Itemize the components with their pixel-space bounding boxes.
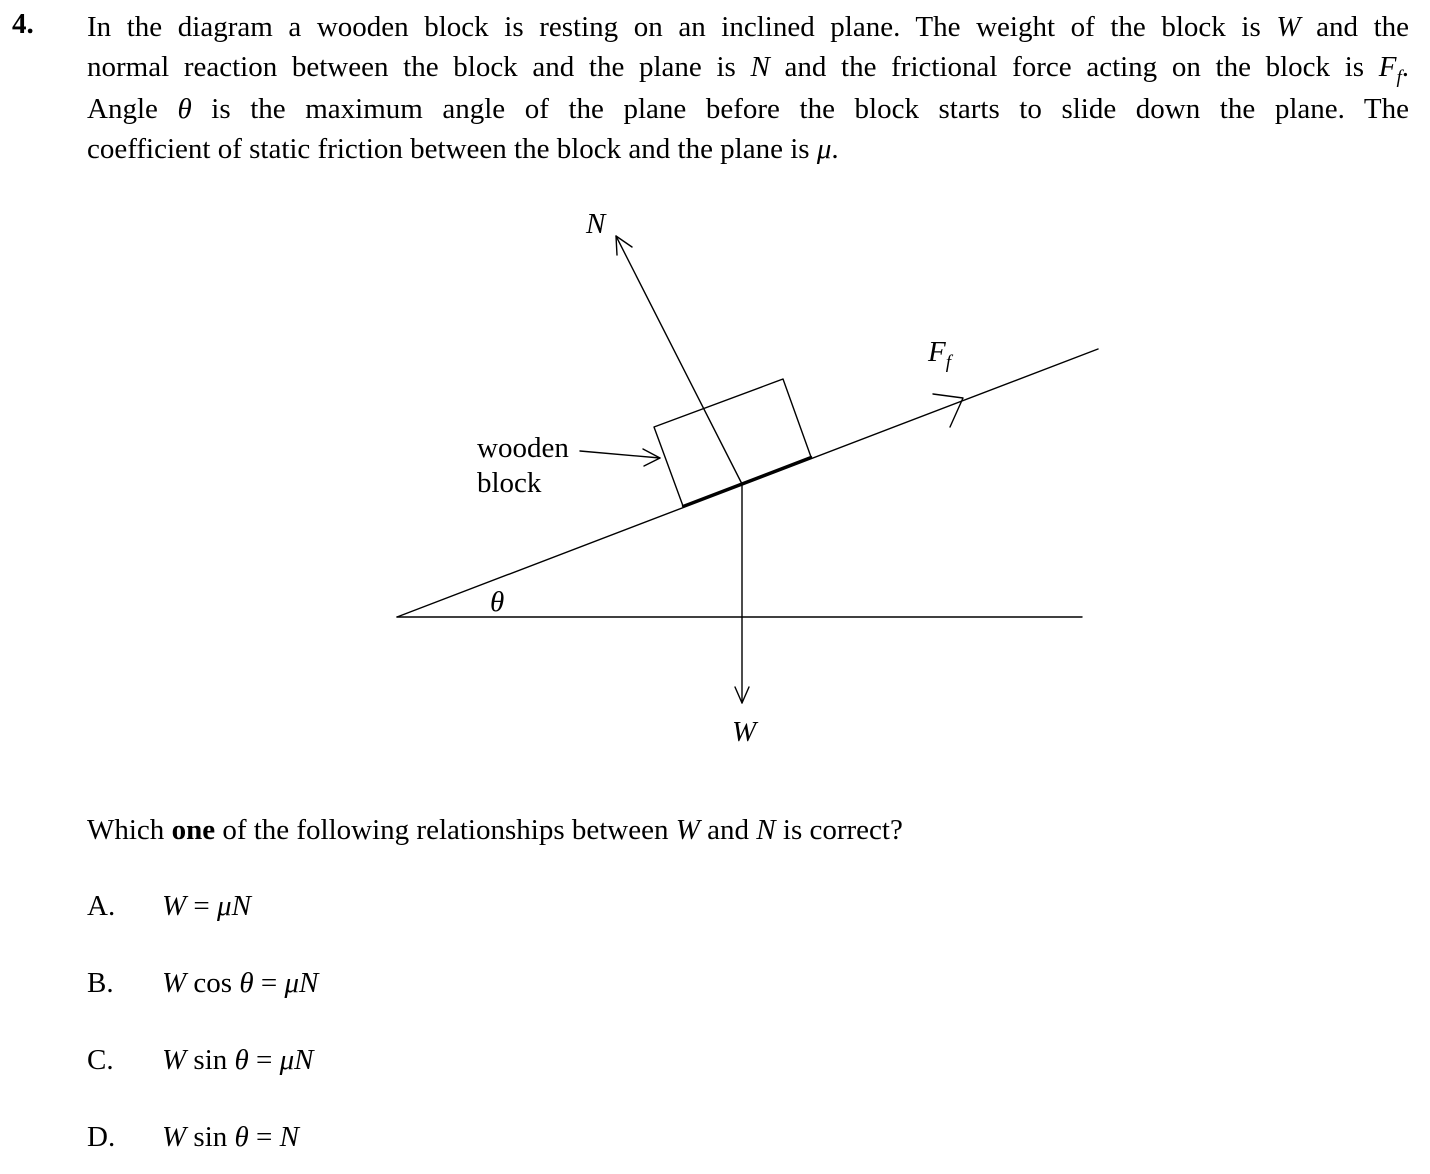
block-label-line2: block <box>477 467 542 499</box>
prompt-text: and <box>699 814 757 846</box>
math-symbol: θ <box>239 967 254 999</box>
option-letter: A. <box>87 890 116 922</box>
math-symbol: f <box>1396 66 1402 88</box>
prompt-variable-n: N <box>756 814 776 846</box>
prompt-variable-w: W <box>675 814 700 846</box>
math-symbol: W <box>162 967 187 999</box>
stem-line: Angle θ is the maximum angle of the plane before the block starts to slide down the plane. The <box>87 93 1410 125</box>
question-prompt <box>87 814 903 847</box>
option-expression: W = μN <box>162 890 251 922</box>
option-expression: W cos θ = μN <box>162 967 319 999</box>
normal-force-label: N <box>586 208 606 240</box>
friction-subscript: f <box>945 352 951 373</box>
math-symbol: W <box>1276 11 1301 43</box>
prompt-text: is correct? <box>775 814 903 846</box>
block-label-line1: wooden <box>477 432 569 464</box>
angle-theta-label: θ <box>490 586 505 618</box>
friction-force-label <box>928 336 951 373</box>
prompt-text: of the following relationships between <box>215 814 676 846</box>
option-expression: W sin θ = μN <box>162 1044 314 1076</box>
math-symbol: μN <box>284 967 319 999</box>
math-symbol: W <box>162 1044 187 1076</box>
stem-line: In the diagram a wooden block is resting on an inclined plane. The weight of the block is W and the <box>87 11 1410 43</box>
prompt-text: Which <box>87 814 172 846</box>
question-number: 4. <box>12 8 34 40</box>
math-symbol: F <box>1378 50 1397 83</box>
option-expression: W sin θ = N <box>162 1121 299 1153</box>
option-letter: B. <box>87 967 114 999</box>
math-symbol: μN <box>217 890 251 922</box>
normal-force-arrow <box>616 236 742 484</box>
stem-line: normal reaction between the block and the plane is N and the frictional force acting on the block is $F_f$. <box>87 50 1409 88</box>
math-symbol: N <box>279 1121 299 1153</box>
math-symbol: W <box>162 890 187 922</box>
friction-force-symbol: F <box>928 336 946 368</box>
block-contact-edge <box>683 457 811 506</box>
math-symbol: N <box>750 50 770 83</box>
prompt-emphasis: one <box>171 814 216 846</box>
math-symbol: W <box>162 1121 187 1153</box>
math-symbol: θ <box>234 1044 249 1076</box>
math-symbol: θ <box>177 93 192 125</box>
option-letter: D. <box>87 1121 116 1153</box>
stem-line: coefficient of static friction between the block and the plane is μ. <box>87 132 839 165</box>
math-symbol: θ <box>234 1121 249 1153</box>
math-symbol: μN <box>279 1044 314 1076</box>
option-letter: C. <box>87 1044 114 1076</box>
weight-label: W <box>732 716 757 748</box>
math-symbol: μ <box>816 132 832 165</box>
